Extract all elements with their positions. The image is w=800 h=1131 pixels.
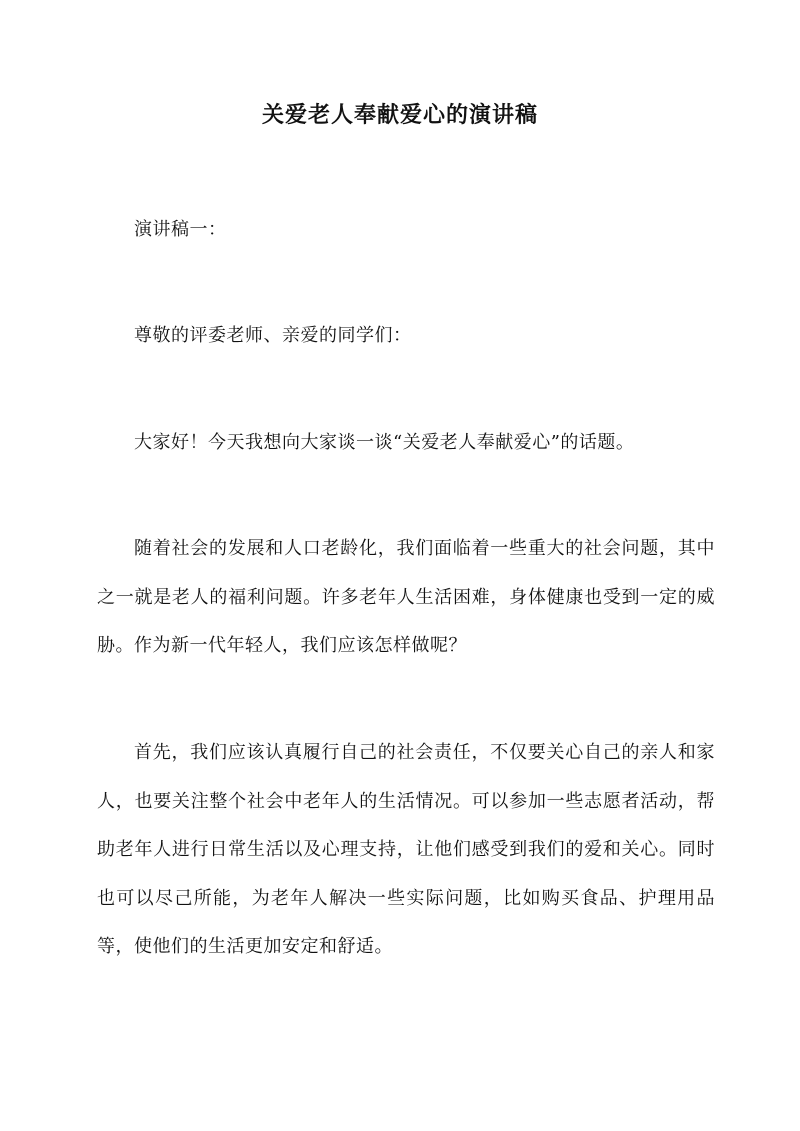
paragraph-body-2: 首先，我们应该认真履行自己的社会责任，不仅要关心自己的亲人和家人，也要关注整个社会中老年人的生活情况。可以参加一些志愿者活动，帮助老年人进行日常生活以及心理支持，让他们感受到我们的爱和关心。同时也可以尽己所能，为老年人解决一些实际问题，比如购买食品、护理用品等，使他们的生活更加安定和舒适。 — [97, 742, 715, 957]
paragraph-salutation: 尊敬的评委老师、亲爱的同学们： — [134, 325, 412, 346]
paragraph-speech-heading: 演讲稿一： — [134, 219, 227, 240]
document-title: 关爱老人奉献爱心的演讲稿 — [261, 102, 538, 128]
paragraph-body-1: 随着社会的发展和人口老龄化，我们面临着一些重大的社会问题，其中之一就是老人的福利问题。许多老年人生活困难，身体健康也受到一定的威胁。作为新一代年轻人，我们应该怎样做呢？ — [97, 538, 715, 656]
paragraph-greeting: 大家好！今天我想向大家谈一谈“关爱老人奉献爱心”的话题。 — [134, 432, 635, 453]
